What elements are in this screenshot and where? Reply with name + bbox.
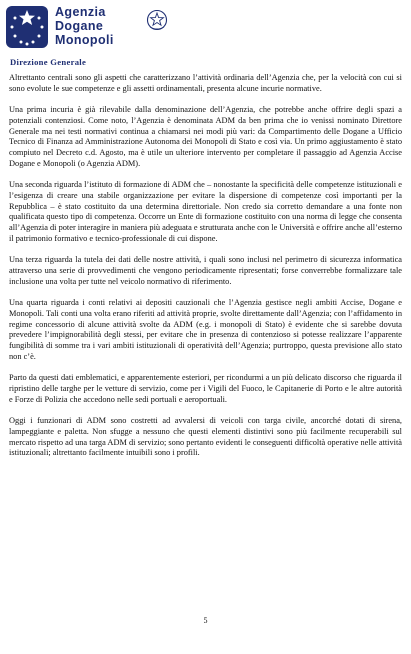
wordmark-line-agenzia: Agenzia <box>55 5 106 19</box>
paragraph: Una quarta riguarda i conti relativi ai depositi cauzionali che l’Agenzia gestisce negli ambiti Accise, Dogane e Monopoli. Tali conti una volta erano riferiti ad attività proprie, svolte direttamente dall’Agenzia; con l’affidamento in regime concessorio di alcune attività svolte da ADM (e.g. i monopoli di Stato) è evidente che si sarebbe dovuta prevedere l’impignorabilità degli stessi, per evitare che in presenza di contenzioso si potesse realizzare l’apparente fungibilità di somme tra i vari ambiti istituzionali di operatività dell’Agenzia; purtroppo, questa previsione allo stato non c’è. <box>9 298 402 361</box>
paragraph: Oggi i funzionari di ADM sono costretti ad avvalersi di veicoli con targa civile, ancorché dotati di sirena, lampeggiante e paletta. Non sfugge a nessuno che questi elementi distintivi sono più facilmente recuperabili sul mercato rispetto ad una targa ADM di servizio; sono pertanto evidenti le conseguenti difficoltà operative nelle attività istituzionali; altrettanto facilmente intuibili sono i profili. <box>9 416 402 458</box>
paragraph: Altrettanto centrali sono gli aspetti che caratterizzano l’attività ordinaria dell’Agenzia che, per la velocità con cui si sono evolute le sue competenze e gli assetti ordinamentali, presenta alcune incurie normative. <box>9 73 402 93</box>
republic-emblem-icon <box>146 8 168 32</box>
paragraph: Parto da questi dati emblematici, e apparentemente esteriori, per ricondurmi a un più delicato discorso che riguarda il ripristino delle targhe per le vetture di servizio, come per i Vigili del Fuoco, le Capitanerie di Porto e le altre autorità e Forze di Polizia che accedono nelle sedi portuali e aeroportuali. <box>9 373 402 404</box>
paragraph: Una terza riguarda la tutela dei dati delle nostre attività, i quali sono inclusi nel perimetro di sicurezza informatica attraverso una serie di provvedimenti che vengono periodicamente ripresentati; forse converrebbe formalizzare tale inclusione una volta per tutte nel veicolo normativo di riferimento. <box>9 255 402 286</box>
page-number: 5 <box>203 616 208 625</box>
paragraph: Una seconda riguarda l’istituto di formazione di ADM che – nonostante la specificità delle competenze istituzionali e l’esigenza di creare una stabile organizzazione per evitare la dispersione di competenze così importanti per la Repubblica – è stato costituito da una determina direttoriale. Non credo sia corretto demandare a una fonte non qualificata questo tipo di competenza. Occorre un Ente di formazione costituito con una norma di legge che consenta all’Agenzia di poter interagire in maniera più adeguata e strutturata anche con le Università e offrire anche all’esterno il patrimonio formativo e tecnico-professionale di cui dispone. <box>9 180 402 243</box>
paragraph: Una prima incuria è già rilevabile dalla denominazione dell’Agenzia, che potrebbe anche offrire degli spazi a potenziali contenziosi. Come noto, l’Agenzia è denominata ADM da ben prima che io venissi nominato Direttore Generale ma nei testi normativi continua a chiamarsi nei modi più vari: da Compartimento delle Dogane a Ufficio Tecnico di Finanza ad Amministrazione Autonoma dei Monopoli di Stato e così via. Un primo aggiustamento è stato compiuto nel Decreto c.d. Agosto, ma è utile un ulteriore intervento per completare il passaggio ad Agenzia Accise Dogane e Monopoli (o Agenzia ADM). <box>9 105 402 168</box>
page-header <box>0 0 411 67</box>
department-title: Direzione Generale <box>10 57 87 67</box>
wordmark-line-dogane: Dogane <box>55 19 104 33</box>
agency-star-logo <box>4 4 50 50</box>
wordmark-line-monopoli: Monopoli <box>55 33 114 47</box>
document-body <box>9 73 402 470</box>
